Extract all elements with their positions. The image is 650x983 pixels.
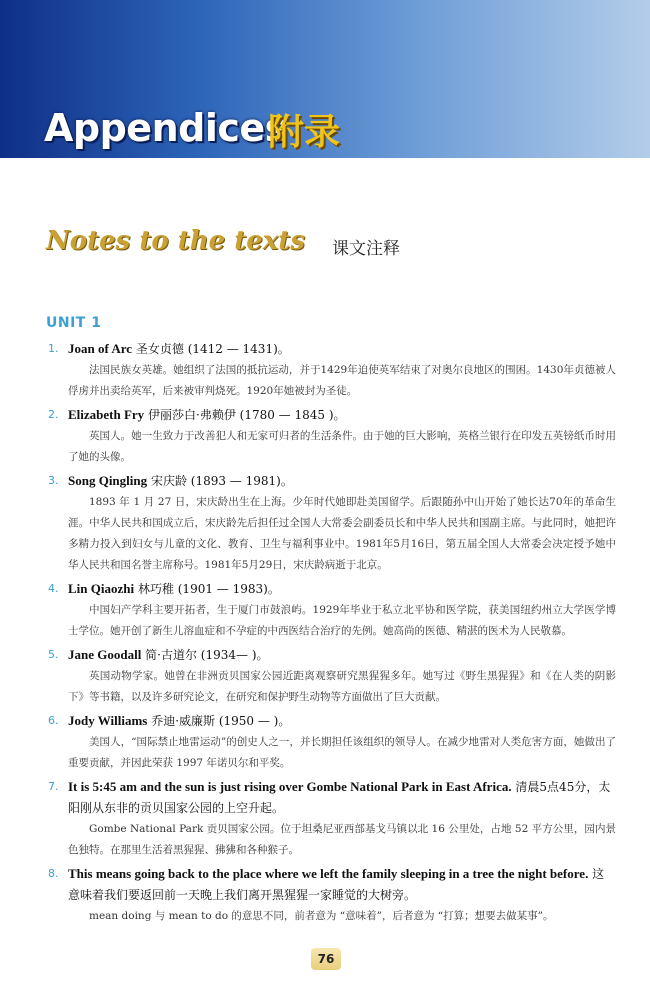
note-term-en: This means going back to the place where we left the family sleeping in a tree the night before. [68, 866, 589, 881]
note-item [46, 863, 616, 927]
note-number: 7. [48, 780, 59, 793]
unit-heading: UNIT 1 [46, 315, 102, 331]
note-heading [68, 863, 616, 906]
section-title-en: Notes to the texts [46, 226, 305, 256]
note-term-cn: 宋庆龄 (1893 — 1981)。 [150, 474, 293, 488]
appendices-title-cn: 附录 [268, 112, 341, 153]
note-term-cn: 这意味着我们要返回前一天晚上我们离开黑猩猩一家睡觉的大树旁。 [68, 867, 605, 902]
note-term-en: Jody Williams [68, 713, 148, 728]
note-term-cn: 林巧稚 (1901 — 1983)。 [137, 582, 280, 596]
note-term-en: Lin Qiaozhi [68, 581, 135, 596]
note-item [46, 338, 616, 402]
note-term-en: Elizabeth Fry [68, 407, 145, 422]
page-number: 76 [311, 948, 341, 970]
note-term-cn: 伊丽莎白·弗赖伊 (1780 — 1845 )。 [148, 408, 346, 422]
note-term-en: Joan of Arc [68, 341, 133, 356]
note-heading [68, 710, 616, 732]
note-heading [68, 404, 616, 426]
note-item [46, 776, 616, 861]
header-banner [0, 0, 650, 158]
note-heading [68, 470, 616, 492]
note-number: 3. [48, 474, 59, 487]
note-term-cn: 圣女贞德 (1412 — 1431)。 [135, 342, 290, 356]
note-heading [68, 644, 616, 666]
note-item [46, 470, 616, 576]
note-item [46, 644, 616, 708]
note-number: 8. [48, 867, 59, 880]
note-number: 4. [48, 582, 59, 595]
note-explanation: 美国人，“国际禁止地雷运动”的创史人之一，并长期担任该组织的领导人。在减少地雷对人类危害方面，她做出了重要贡献，并因此荣获 1997 年诺贝尔和平奖。 [68, 736, 616, 769]
note-item [46, 710, 616, 774]
appendices-title: Appendices [44, 106, 287, 150]
note-term-en: Jane Goodall [68, 647, 142, 662]
note-explanation: Gombe National Park 贡贝国家公园。位于坦桑尼亚西部基戈马镇以北 16 公里处，占地 52 平方公里，园内景色独特。在那里生活着黑猩猩、狒狒和各种猴子。 [68, 823, 616, 856]
note-explanation: 法国民族女英雄。她组织了法国的抵抗运动，并于1429年迫使英军结束了对奥尔良地区的围困。1430年贞德被人俘虏并出卖给英军，后来被审判烧死。1920年她被封为圣徒。 [68, 364, 616, 397]
note-term-cn: 清晨5点45分，太阳刚从东非的贡贝国家公园的上空升起。 [68, 780, 611, 815]
note-explanation: mean doing 与 mean to do 的意思不同，前者意为 “意味着”，后者意为 “打算；想要去做某事”。 [89, 910, 554, 922]
note-term-en: It is 5:45 am and the sun is just rising over Gombe National Park in East Africa. [68, 779, 512, 794]
note-number: 5. [48, 648, 59, 661]
note-number: 2. [48, 408, 59, 421]
notes-list [46, 338, 616, 929]
note-heading [68, 338, 616, 360]
note-explanation: 1893 年 1 月 27 日，宋庆龄出生在上海。少年时代她即赴美国留学。后跟随孙中山开始了她长达70年的革命生涯。中华人民共和国成立后，宋庆龄先后担任过全国人大常委会副委员长和中华人民共和国副主席。与此同时，她把许多精力投入到妇女与儿童的文化、教育、卫生与福利事业中。1981年5月16日，第五届全国人大常委会决定授予她中华人民共和国名誉主席称号。1981年5月29日，宋庆龄病逝于北京。 [68, 496, 616, 571]
note-explanation: 中国妇产学科主要开拓者，生于厦门市鼓浪屿。1929年毕业于私立北平协和医学院，获美国纽约州立大学医学博士学位。她开创了新生儿溶血症和不孕症的中西医结合治疗的先例。她高尚的医德、精湛的医术为人民敬慕。 [68, 604, 616, 637]
section-title-cn: 课文注释 [332, 239, 400, 259]
note-number: 6. [48, 714, 59, 727]
note-term-cn: 乔迪·威廉斯 (1950 — )。 [151, 714, 291, 728]
note-heading [68, 578, 616, 600]
note-explanation: 英国人。她一生致力于改善犯人和无家可归者的生活条件。由于她的巨大影响，英格兰银行在印发五英镑纸币时用了她的头像。 [68, 430, 616, 463]
note-heading [68, 776, 616, 819]
note-term-en: Song Qingling [68, 473, 148, 488]
note-item [46, 578, 616, 642]
note-term-cn: 简·古道尔 (1934— )。 [145, 648, 269, 662]
note-explanation: 英国动物学家。她曾在非洲贡贝国家公园近距离观察研究黑猩猩多年。她写过《野生黑猩猩》和《在人类的阴影下》等书籍，以及许多研究论文，在研究和保护野生动物等方面做出了巨大贡献。 [68, 670, 616, 703]
note-number: 1. [48, 342, 59, 355]
note-item [46, 404, 616, 468]
